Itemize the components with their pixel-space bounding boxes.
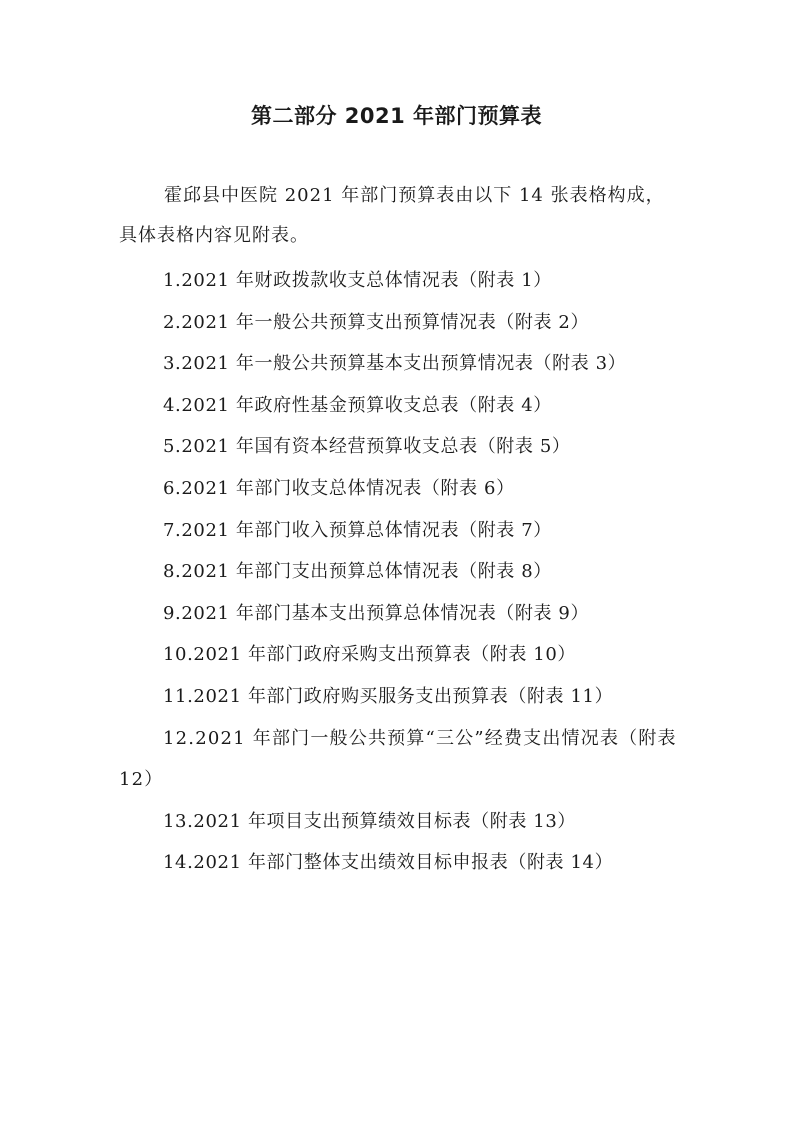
- list-item: 3.2021 年一般公共预算基本支出预算情况表（附表 3）: [163, 353, 627, 375]
- list-item: 14.2021 年部门整体支出绩效目标申报表（附表 14）: [163, 852, 614, 874]
- list-item: 5.2021 年国有资本经营预算收支总表（附表 5）: [163, 436, 571, 458]
- list-item: 8.2021 年部门支出预算总体情况表（附表 8）: [163, 561, 552, 583]
- list-item: 1.2021 年财政拨款收支总体情况表（附表 1）: [163, 270, 552, 291]
- list-item: 4.2021 年政府性基金预算收支总表（附表 4）: [163, 394, 552, 416]
- list-item: 10.2021 年部门政府采购支出预算表（附表 10）: [163, 644, 576, 666]
- list-item: 13.2021 年项目支出预算绩效目标表（附表 13）: [163, 810, 576, 832]
- list-item: 9.2021 年部门基本支出预算总体情况表（附表 9）: [163, 602, 590, 624]
- list-item: 2.2021 年一般公共预算支出预算情况表（附表 2）: [163, 311, 590, 333]
- table-list: [119, 260, 679, 884]
- list-item: 7.2021 年部门收入预算总体情况表（附表 7）: [163, 519, 552, 541]
- page-title: 第二部分 2021 年部门预算表: [250, 104, 543, 128]
- intro-paragraph: 霍邱县中医院 2021 年部门预算表由以下 14 张表格构成，具体表格内容见附表。: [119, 185, 665, 246]
- list-item: 11.2021 年部门政府购买服务支出预算表（附表 11）: [163, 685, 614, 707]
- list-item: 12.2021 年部门一般公共预算“三公”经费支出情况表（附表 12）: [119, 727, 677, 791]
- list-item: 6.2021 年部门收支总体情况表（附表 6）: [163, 477, 515, 499]
